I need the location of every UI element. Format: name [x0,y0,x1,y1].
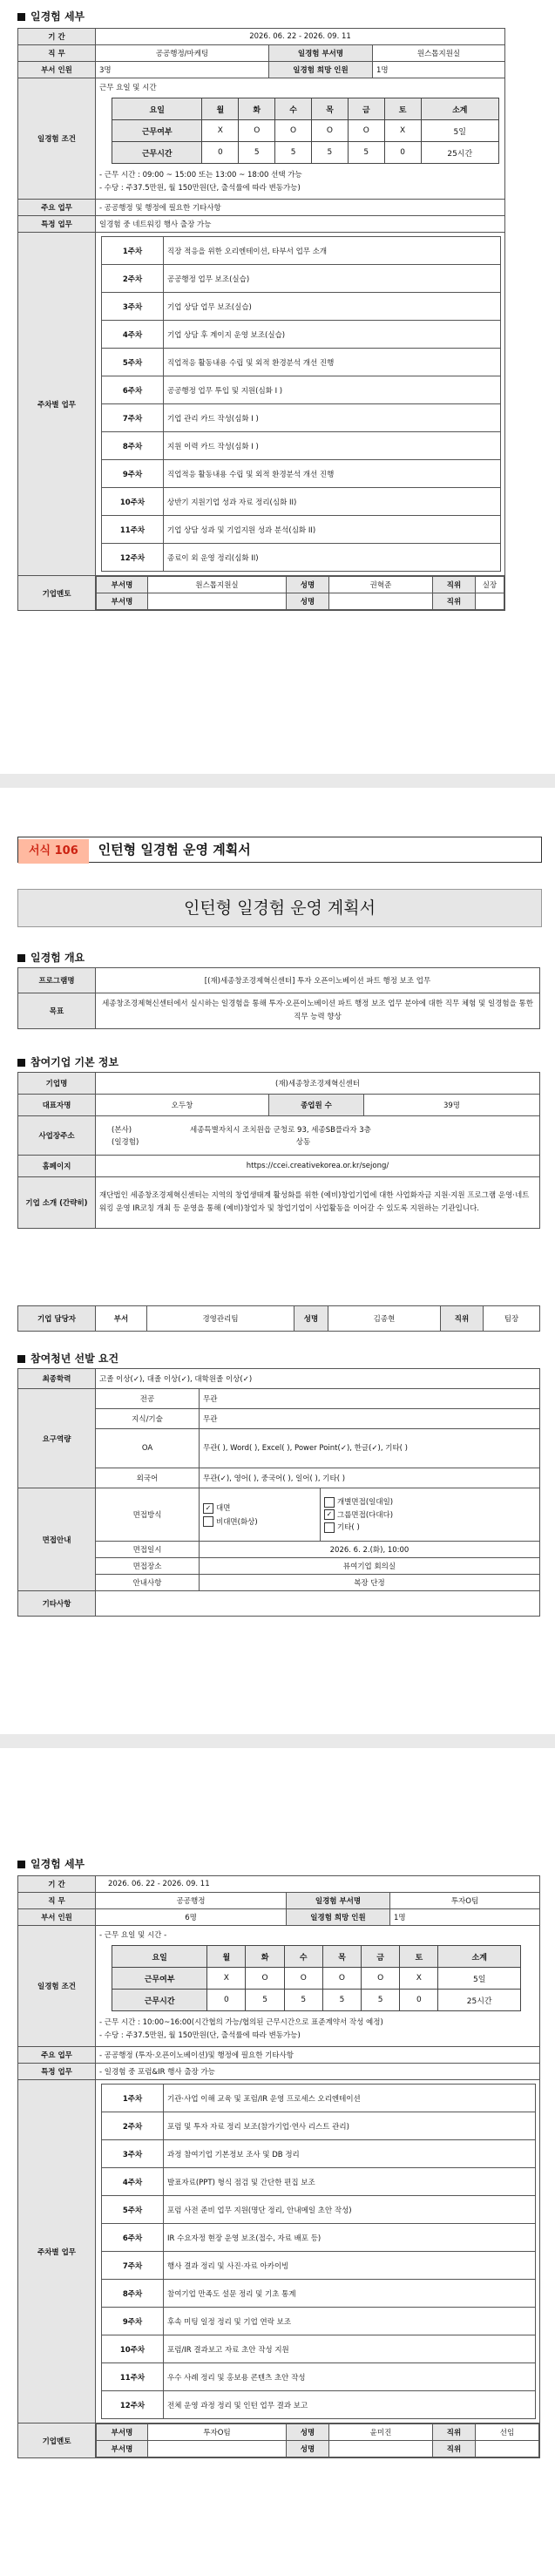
mentor-table [96,2423,539,2457]
mentor-name [329,593,433,610]
major-value: 무관 [200,1389,540,1409]
schedule-cell: 5 [348,142,384,164]
week-number: 6주차 [102,2224,164,2252]
schedule-cell: X [207,1968,246,1990]
checkbox-checked-icon[interactable]: ✓ [324,1509,335,1520]
employee-label: 종업원 수 [269,1095,364,1116]
week-number: 1주차 [102,237,164,265]
week-task: 직장 적응을 위한 오리엔테이션, 타부서 업무 소개 [164,237,501,265]
wish-value: 1명 [373,62,505,78]
etc-label: 기타사항 [18,1591,96,1617]
week-number: 5주차 [102,349,164,376]
mentor-name: 권혁준 [329,577,433,593]
week-row [102,2224,536,2252]
mentor-dept-label: 부서명 [97,2441,148,2457]
address-cell [96,1116,540,1156]
weekly-table [101,236,501,572]
weekly-cell [96,233,505,576]
main-duty-label: 주요 업무 [18,2047,96,2064]
schedule-cell: 5 [312,142,349,164]
period-label: 기 간 [18,29,96,45]
schedule-cell: 소계 [438,1946,521,1968]
schedule-cell: O [246,1968,284,1990]
section-work-detail-1 [0,9,555,607]
week-row [102,2168,536,2196]
mentor-name-label: 성명 [287,2441,329,2457]
week-task: IR 수요자정 현장 운영 보조(접수, 자료 배포 등) [164,2224,536,2252]
week-row [102,2308,536,2335]
intro-label: 기업 소개 (간략히) [18,1177,96,1229]
week-task: 종료이 외 운영 정리(심화 II) [164,544,501,572]
schedule-cell: 근무시간 [112,142,202,164]
manager-pos: 팀장 [484,1306,540,1332]
schedule-cell: O [275,120,312,142]
week-row [102,544,501,572]
edu-value: 고졸 이상(✓), 대졸 이상(✓), 대학원졸 이상(✓) [96,1369,540,1389]
notice-label: 안내사항 [96,1575,200,1591]
condition-cell: - 근무 요일 및 시간 - 요일 월 화 수 목 금 토 소계 근무여부 X O O O O X 5일 근무시간 0 5 5 5 5 0 25시간 - 근무 시간 : 10:00~16:00(시간협의 가능/협의된 근무시간으로 표준계약서 작성 예정) - 수당 : 주37.5만원, 월 150만원(단, 출석률에 따라 변동가능) [96,1926,540,2047]
schedule-cell: 목 [322,1946,361,1968]
schedule-cell: 토 [400,1946,438,1968]
schedule-cell: 0 [202,142,239,164]
schedule-cell: 5일 [421,120,498,142]
manager-dept-label: 부서 [96,1306,147,1332]
capability-label: 요구역량 [18,1389,96,1488]
mentor-dept-label: 부서명 [97,593,148,610]
company-name-label: 기업명 [18,1073,96,1095]
week-number: 8주차 [102,432,164,460]
manager-dept: 경영관리팀 [147,1306,294,1332]
oa-label: OA [96,1429,200,1468]
week-number: 11주차 [102,2363,164,2391]
intro-value: 재단법인 세종창조경제혁신센터는 지역의 창업생태계 활성화를 위한 (예비)창업기업에 대한 사업화자금 지원·지원 프로그램 운영·네트워킹 운영 IR코칭 개최 등 운영을 통해 (예비)창업자 및 창업기업이 사업활동을 이어갈 수 있도록 지원하는 기관입니다. [96,1177,540,1229]
schedule-cell: 0 [207,1990,246,2011]
schedule-cell: O [312,120,349,142]
week-row [102,293,501,321]
special-duty-value: 일경험 중 네트워킹 행사 출장 가능 [96,216,505,233]
dept-value: 원스톱지원실 [373,45,505,62]
schedule-cell: 근무여부 [112,120,202,142]
period-label: 기 간 [18,1876,96,1893]
days-label: 근무 요일 및 시간 - [104,1931,167,1940]
lang-label: 외국어 [96,1468,200,1488]
condition-cell: 근무 요일 및 시간 요일 월 화 수 목 금 토 소계 근무여부 X O O O O X 5일 근무시간 0 5 5 5 5 0 25시간 - 근무 시간 : 09:00 ~ 15:00 또는 13:00 ~ 18:00 선택 가능 - 수당 : 주37.5만원, 월 150만원(단, 출석률에 따라 변동가능) [96,78,505,200]
mentor-dept: 원스톱지원실 [148,577,287,593]
employee-value: 39명 [364,1095,540,1116]
week-number: 9주차 [102,2308,164,2335]
staff-label: 부서 인원 [18,1909,96,1926]
req-heading: 참여청년 선발 요건 [17,1351,118,1366]
week-task: 지원 이력 카드 작성(심화 I ) [164,432,501,460]
week-task: 과정 참여기업 기본정보 조사 및 DB 정리 [164,2140,536,2168]
hours-text: 근무 시간 : 10:00~16:00(시간협의 가능/협의된 근무시간으로 표준계약서 작성 예정) [104,2018,383,2027]
mentor-name-label: 성명 [287,577,329,593]
schedule-cell: O [284,1968,322,1990]
checkbox-checked-icon[interactable]: ✓ [203,1503,213,1514]
manager-label: 기업 담당자 [18,1306,96,1332]
week-row [102,237,501,265]
mentor-name [329,2441,433,2457]
mentor-cell [96,576,505,611]
week-row [102,2391,536,2419]
duty-label: 직 무 [18,45,96,62]
week-number: 4주차 [102,2168,164,2196]
week-row [102,2140,536,2168]
mentor-pos: 선임 [476,2424,539,2441]
place-label: 면접장소 [96,1558,200,1575]
week-number: 7주차 [102,2252,164,2280]
square-bullet-icon [17,1059,25,1067]
week-number: 10주차 [102,488,164,516]
condition-label: 일경험 조건 [18,1926,96,2047]
schedule-cell: O [348,120,384,142]
staff-value: 6명 [96,1909,287,1926]
weekly-cell [96,2080,540,2423]
schedule-cell: 0 [400,1990,438,2011]
wish-label: 일경험 희망 인원 [269,62,373,78]
week-task: 후속 미팅 일정 정리 및 기업 연락 보조 [164,2308,536,2335]
week-task: 직업적응 활동내용 수립 및 외적 환경분석 개선 진행 [164,460,501,488]
main-duty-cell: - 공공행정 및 행정에 필요한 기타사항 [96,200,505,216]
mentor-name-label: 성명 [287,2424,329,2441]
weekly-label: 주차별 업무 [18,2080,96,2423]
week-row [102,516,501,544]
schedule-cell: 월 [207,1946,246,1968]
mentor-dept: 투자O팀 [148,2424,287,2441]
mentor-row [97,593,504,610]
method-label: 면접방식 [96,1488,200,1542]
pay-text: 수당 : 주37.5만원, 월 150만원(단, 출석률에 따라 변동가능) [104,184,301,193]
week-task: 발표자료(PPT) 형식 점검 및 간단한 편집 보조 [164,2168,536,2196]
address-hq-tag: (본사) [112,1126,132,1135]
week-row [102,2280,536,2308]
special-duty-value: 일경험 중 포럼&IR 행사 출장 가능 [104,2068,215,2077]
week-row [102,2363,536,2391]
etc-value [96,1591,540,1617]
week-task: 직업적응 활동내용 수립 및 외적 환경분석 개선 진행 [164,349,501,376]
week-number: 3주차 [102,293,164,321]
schedule-cell: X [400,1968,438,1990]
ceo-label: 대표자명 [18,1095,96,1116]
dept-value: 투자O팀 [390,1893,540,1909]
staff-value: 3명 [96,62,269,78]
week-number: 12주차 [102,2391,164,2419]
week-task: 참여기업 만족도 설문 정리 및 기초 통계 [164,2280,536,2308]
condition-label: 일경험 조건 [18,78,96,200]
company-name-value: (재)세종창조경제혁신센터 [96,1073,540,1095]
detail-table-2 [17,1875,540,2458]
week-row [102,2335,536,2363]
mentor-name-label: 성명 [287,593,329,610]
week-number: 11주차 [102,516,164,544]
week-row [102,349,501,376]
schedule-cell: 토 [384,98,421,120]
main-duty-label: 주요 업무 [18,200,96,216]
ceo-value: 오두창 [96,1095,269,1116]
mentor-dept-label: 부서명 [97,2424,148,2441]
schedule-cell: 0 [384,142,421,164]
company-heading: 참여기업 기본 정보 [17,1054,118,1069]
week-row [102,265,501,293]
schedule-cell: O [322,1968,361,1990]
schedule-cell: 5일 [438,1968,521,1990]
homepage-link[interactable]: https://ccei.creativekorea.or.kr/sejong/ [96,1156,540,1177]
manager-table [17,1305,540,1332]
section-heading: 일경험 세부 [17,9,555,24]
checkbox-icon[interactable] [324,1497,335,1508]
schedule-cell: 5 [275,142,312,164]
schedule-cell: 25시간 [438,1990,521,2011]
date-label: 면접일시 [96,1542,200,1558]
form-title: 인턴형 일경험 운영 계획서 [98,842,251,858]
mentor-pos-label: 직위 [433,577,476,593]
schedule-cell: O [362,1968,400,1990]
mentor-pos [476,593,504,610]
week-row [102,2252,536,2280]
schedule-cell: 25시간 [421,142,498,164]
week-task: 포럼 및 투자 자료 정리 보조(참가기업·연사 리스트 관리) [164,2112,536,2140]
goal-label: 목표 [18,993,96,1029]
method-options-left: ✓ 대면 비대면(화상) [200,1488,321,1542]
square-bullet-icon [17,954,25,962]
main-title: 인턴형 일경험 운영 계획서 [17,889,542,927]
notice-value: 복장 단정 [200,1575,540,1591]
special-duty-cell: - 일경험 중 포럼&IR 행사 출장 가능 [96,2064,540,2080]
manager-pos-label: 직위 [441,1306,484,1332]
main-duty-value: 공공행정 및 행정에 필요한 기타사항 [104,204,221,213]
mentor-label: 기업멘토 [18,576,96,611]
week-task: 기업 관리 카드 작성(심화 I ) [164,404,501,432]
schedule-table [112,98,499,164]
major-label: 전공 [96,1389,200,1409]
square-bullet-icon [17,1861,25,1868]
week-number: 6주차 [102,376,164,404]
schedule-cell: 월 [202,98,239,120]
schedule-cell: 5 [284,1990,322,2011]
mentor-pos-label: 직위 [433,2424,476,2441]
req-table [17,1368,540,1617]
dept-label: 일경험 부서명 [287,1893,390,1909]
skill-label: 지식/기술 [96,1409,200,1429]
mentor-dept [148,593,287,610]
mentor-row [97,2424,539,2441]
week-task: 기관·사업 이해 교육 및 포럼/IR 운영 프로세스 오리엔테이션 [164,2085,536,2112]
special-duty-label: 특정 업무 [18,2064,96,2080]
duty-value: 공공행정 [96,1893,287,1909]
mentor-row [97,2441,539,2457]
week-number: 7주차 [102,404,164,432]
week-task: 기업 상담 후 계이지 운영 보조(실습) [164,321,501,349]
lang-value: 무관(✓), 영어( ), 중국어( ), 일어( ), 기타( ) [200,1468,540,1488]
week-row [102,460,501,488]
mentor-pos: 실장 [476,577,504,593]
oa-value: 무관( ), Word( ), Excel( ), Power Point(✓), 한글(✓), 기타( ) [200,1429,540,1468]
period-value: 2026. 06. 22 - 2026. 09. 11 [96,29,505,45]
homepage-label: 홈페이지 [18,1156,96,1177]
schedule-cell: X [202,120,239,142]
manager-name: 김종현 [328,1306,441,1332]
week-row [102,2112,536,2140]
schedule-cell: 5 [322,1990,361,2011]
main-duty-value: 공공행정 (투자·오픈이노베이션)및 행정에 필요한 기타사항 [104,2051,294,2060]
mentor-label: 기업멘토 [18,2423,96,2458]
week-number: 4주차 [102,321,164,349]
schedule-cell: 5 [362,1990,400,2011]
schedule-cell: X [384,120,421,142]
square-bullet-icon [17,1355,25,1363]
mentor-row [97,577,504,593]
page-gap [0,1734,555,1748]
week-number: 5주차 [102,2196,164,2224]
week-row [102,404,501,432]
duty-value: 공공행정/마케팅 [96,45,269,62]
week-task: 우수 사례 정리 및 홍보용 콘텐츠 초안 작성 [164,2363,536,2391]
mentor-dept [148,2441,287,2457]
mentor-dept-label: 부서명 [97,577,148,593]
schedule-cell: 5 [239,142,275,164]
week-row [102,432,501,460]
week-row [102,376,501,404]
special-duty-label: 특정 업무 [18,216,96,233]
staff-label: 부서 인원 [18,62,96,78]
mentor-pos-label: 직위 [433,2441,476,2457]
week-task: 상반기 지원기업 성과 자료 정리(심화 II) [164,488,501,516]
weekly-label: 주차별 업무 [18,233,96,576]
address-work: 상동 [295,1138,311,1147]
week-task: 행사 결과 정리 및 사진·자료 아카이빙 [164,2252,536,2280]
period-value: 2026. 06. 22 - 2026. 09. 11 [96,1876,540,1893]
goal-value: 세종창조경제혁신센터에서 실시하는 일경험을 통해 투자·오픈이노베이션 파트 행정 보조 업무 분야에 대한 직무 체험 및 일경험을 통한 직무 능력 향상 [96,993,540,1029]
week-task: 공공행정 업무 투입 및 지원(심화 I ) [164,376,501,404]
section-heading: 일경험 세부 [17,1856,555,1871]
week-row [102,321,501,349]
duty-label: 직 무 [18,1893,96,1909]
week-task: 포럼 사전 준비 업무 지원(명단 정리, 안내메일 초안 작성) [164,2196,536,2224]
schedule-cell: 수 [275,98,312,120]
week-row [102,488,501,516]
schedule-cell: 수 [284,1946,322,1968]
checkbox-icon[interactable] [324,1522,335,1533]
week-task: 포럼/IR 결과보고 자료 초안 작성 지원 [164,2335,536,2363]
pay-text: 수당 : 주37.5만원, 월 150만원(단, 출석률에 따라 변동가능) [104,2031,301,2040]
main-duty-cell: - 공공행정 (투자·오픈이노베이션)및 행정에 필요한 기타사항 [96,2047,540,2064]
mentor-table [96,576,504,610]
week-task: 전체 운영 과정 정리 및 인턴 업무 결과 보고 [164,2391,536,2419]
week-number: 12주차 [102,544,164,572]
schedule-cell: 금 [348,98,384,120]
week-number: 2주차 [102,2112,164,2140]
schedule-cell: 화 [239,98,275,120]
schedule-cell: 요일 [112,1946,207,1968]
section-work-detail-2 [0,1856,555,2454]
date-value: 2026. 6. 2.(화), 10:00 [200,1542,540,1558]
schedule-cell: O [239,120,275,142]
address-hq: 세종특별자치시 조치원읍 군청로 93, 세종SB플라자 3층 [190,1126,371,1135]
days-label: 근무 요일 및 시간 [99,84,157,92]
place-value: 뷰여기업 회의실 [200,1558,540,1575]
schedule-cell: 소계 [421,98,498,120]
week-number: 9주차 [102,460,164,488]
week-number: 2주차 [102,265,164,293]
week-row [102,2085,536,2112]
method-options-right: 개별면접(일대일) ✓ 그룹면접(다대다) 기타( ) [321,1488,540,1542]
weekly-table [101,2084,536,2419]
mentor-pos [476,2441,539,2457]
schedule-table [112,1945,521,2011]
week-number: 1주차 [102,2085,164,2112]
edu-label: 최종학력 [18,1369,96,1389]
mentor-pos-label: 직위 [433,593,476,610]
week-row [102,2196,536,2224]
schedule-cell: 근무시간 [112,1990,207,2011]
overview-heading: 일경험 개요 [17,950,85,965]
checkbox-icon[interactable] [203,1516,213,1527]
program-value: [(재)세종창조경제혁신센터] 투자 오픈이노베이션 파트 행정 보조 업무 [96,968,540,993]
week-number: 8주차 [102,2280,164,2308]
dept-label: 일경험 부서명 [269,45,373,62]
page-gap [0,774,555,788]
form-tag: 서식 106 [18,839,89,864]
mentor-name: 윤미진 [329,2424,433,2441]
detail-table [17,28,505,611]
week-number: 10주차 [102,2335,164,2363]
schedule-cell: 금 [362,1946,400,1968]
form-title-bar [17,837,542,863]
schedule-cell: 요일 [112,98,202,120]
company-table [17,1072,540,1229]
week-task: 공공행정 업무 보조(실습) [164,265,501,293]
schedule-cell: 화 [246,1946,284,1968]
hours-text: 근무 시간 : 09:00 ~ 15:00 또는 13:00 ~ 18:00 선택 가능 [104,171,302,180]
manager-name-label: 성명 [294,1306,328,1332]
mentor-cell [96,2423,540,2458]
address-work-tag: (일경험) [112,1138,139,1147]
week-number: 3주차 [102,2140,164,2168]
address-label: 사업장주소 [18,1116,96,1156]
wish-value: 1명 [390,1909,540,1926]
week-task: 기업 상담 업무 보조(실습) [164,293,501,321]
schedule-cell: 5 [246,1990,284,2011]
square-bullet-icon [17,13,25,21]
wish-label: 일경험 희망 인원 [287,1909,390,1926]
week-task: 기업 상담 성과 및 기업지원 성과 분석(심화 II) [164,516,501,544]
skill-value: 무관 [200,1409,540,1429]
interview-label: 면접안내 [18,1488,96,1591]
schedule-cell: 근무여부 [112,1968,207,1990]
program-label: 프로그램명 [18,968,96,993]
schedule-cell: 목 [312,98,349,120]
overview-table [17,967,540,1029]
